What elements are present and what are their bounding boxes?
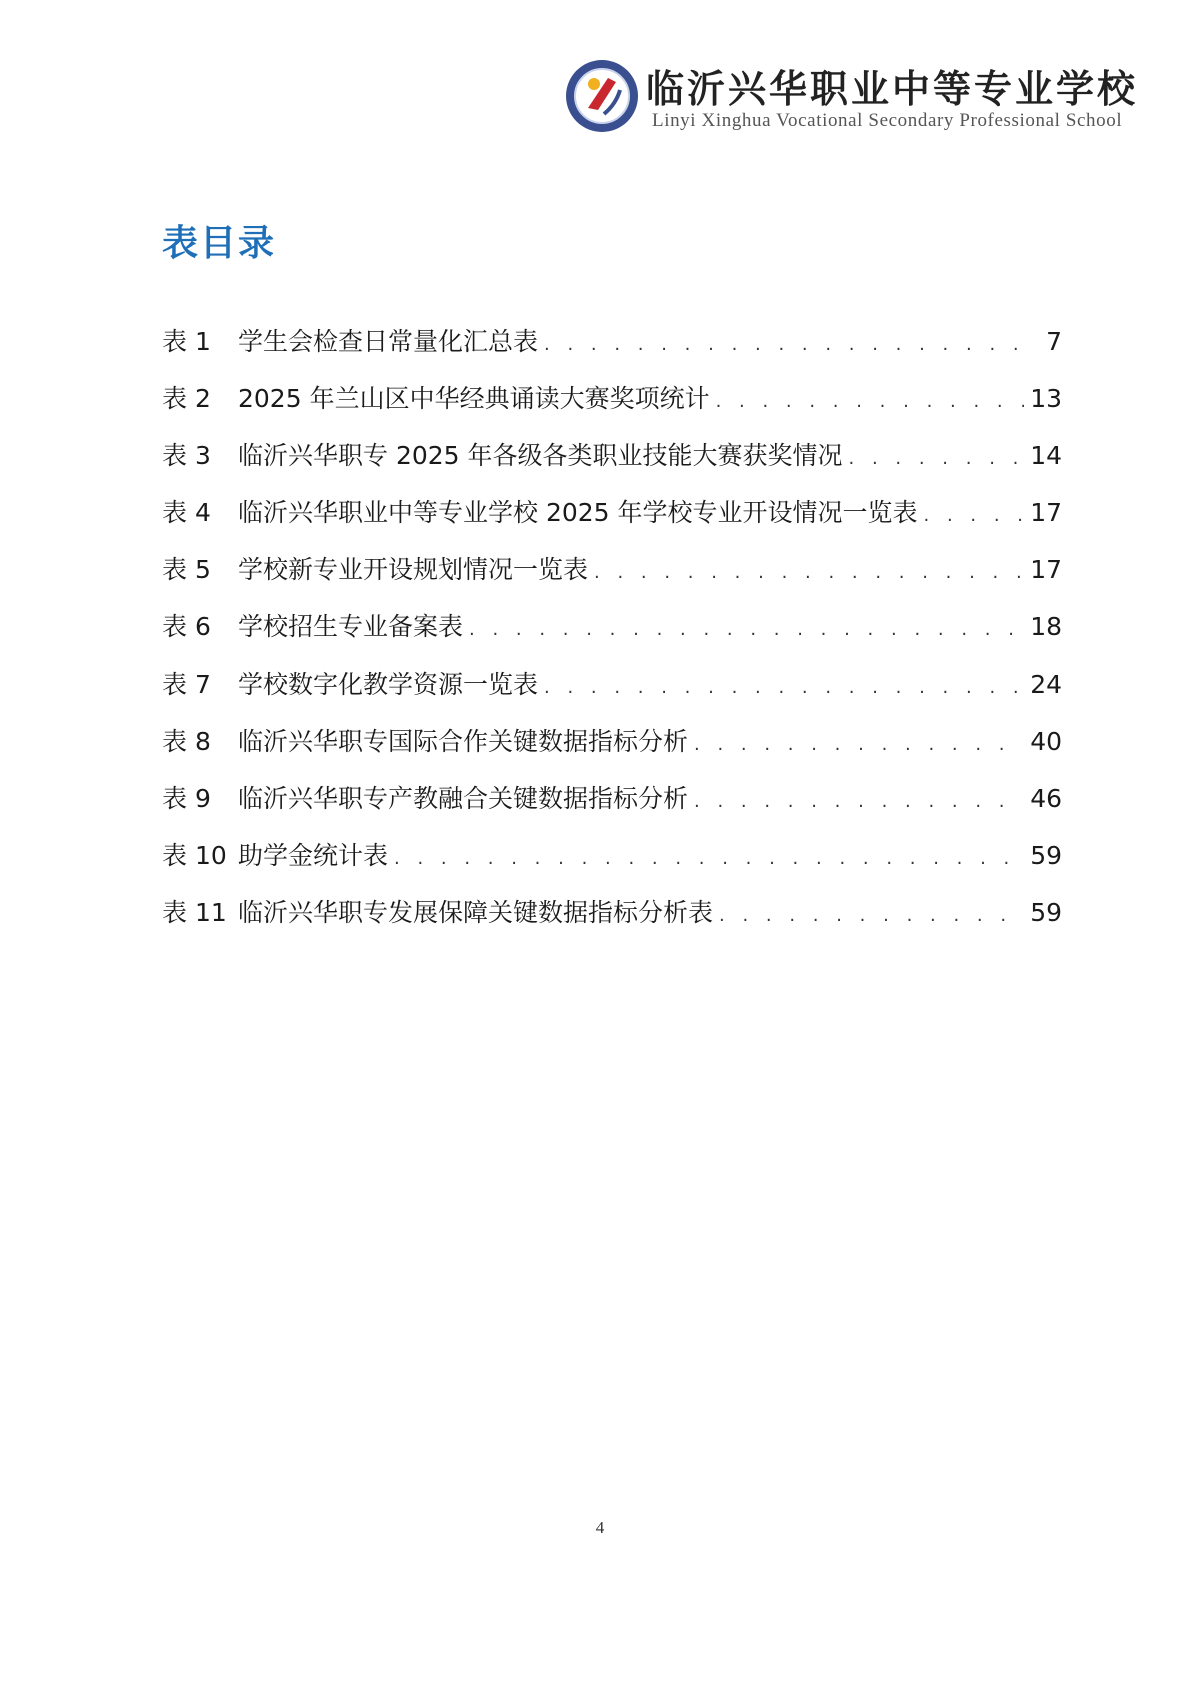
toc-entry-page: 59	[1030, 897, 1062, 927]
toc-leader-dots	[394, 848, 1024, 869]
toc-entry[interactable]	[162, 779, 1062, 836]
toc-entry-page: 13	[1030, 384, 1062, 414]
toc-entry-label: 临沂兴华职专国际合作关键数据指标分析	[238, 726, 689, 756]
toc-entry-label: 学生会检查日常量化汇总表	[238, 327, 539, 356]
toc-entry[interactable]	[162, 379, 1062, 436]
table-of-tables	[162, 322, 1062, 950]
toc-entry[interactable]	[162, 893, 1062, 950]
toc-entry[interactable]	[162, 493, 1062, 550]
toc-entry-label: 学校数字化教学资源一览表	[238, 669, 539, 699]
toc-leader-dots	[694, 734, 1024, 755]
toc-leader-dots	[544, 334, 1026, 355]
toc-entry-page: 7	[1046, 327, 1062, 356]
toc-entry-page: 17	[1030, 498, 1062, 528]
toc-entry-label: 临沂兴华职业中等专业学校 2025 年学校专业开设情况一览表	[238, 498, 918, 528]
toc-entry-number: 表 9	[162, 783, 211, 813]
page-title: 表目录	[162, 223, 277, 264]
toc-entry[interactable]	[162, 722, 1062, 779]
toc-leader-dots	[594, 562, 1024, 583]
toc-entry-number: 表 5	[162, 555, 211, 585]
toc-leader-dots	[849, 448, 1025, 469]
toc-entry-number: 表 6	[162, 612, 211, 642]
toc-entry-page: 24	[1030, 669, 1062, 699]
page-number: 4	[595, 1518, 605, 1537]
page-header	[560, 56, 1160, 142]
toc-leader-dots	[719, 905, 1024, 926]
toc-entry[interactable]	[162, 836, 1062, 893]
toc-entry-page: 59	[1030, 840, 1062, 870]
toc-entry-label: 学校招生专业备案表	[238, 612, 464, 642]
toc-entry-label: 临沂兴华职专产教融合关键数据指标分析	[238, 783, 689, 813]
school-emblem-icon	[564, 58, 640, 134]
toc-entry-page: 18	[1030, 612, 1062, 642]
toc-leader-dots	[694, 791, 1024, 812]
school-name-en: Linyi Xinghua Vocational Secondary Professional School	[652, 110, 1123, 131]
toc-entry-page: 14	[1030, 441, 1062, 471]
toc-entry[interactable]	[162, 322, 1062, 379]
toc-entry-label: 临沂兴华职专发展保障关键数据指标分析表	[238, 897, 714, 927]
toc-entry-number: 表 1	[162, 327, 211, 356]
toc-leader-dots	[544, 677, 1024, 698]
toc-entry[interactable]	[162, 550, 1062, 607]
toc-entry-number: 表 8	[162, 726, 211, 756]
toc-entry-number: 表 2	[162, 384, 211, 414]
toc-leader-dots	[469, 619, 1024, 640]
school-name-cn: 临沂兴华职业中等专业学校	[646, 66, 1139, 111]
toc-entry-number: 表 11	[162, 897, 227, 927]
toc-entry-number: 表 7	[162, 669, 211, 699]
toc-entry-number: 表 4	[162, 498, 211, 528]
toc-entry-page: 46	[1030, 783, 1062, 813]
toc-entry-label: 学校新专业开设规划情况一览表	[238, 555, 589, 585]
toc-entry-label: 2025 年兰山区中华经典诵读大赛奖项统计	[238, 384, 710, 414]
toc-entry-number: 表 10	[162, 840, 227, 870]
toc-entry[interactable]	[162, 607, 1062, 664]
toc-entry-number: 表 3	[162, 441, 211, 471]
toc-entry-page: 40	[1030, 726, 1062, 756]
toc-entry-label: 临沂兴华职专 2025 年各级各类职业技能大赛获奖情况	[238, 441, 843, 471]
toc-entry[interactable]	[162, 665, 1062, 722]
toc-leader-dots	[716, 391, 1025, 412]
toc-entry-page: 17	[1030, 555, 1062, 585]
toc-entry-label: 助学金统计表	[238, 840, 389, 870]
toc-leader-dots	[924, 505, 1025, 526]
toc-entry[interactable]	[162, 436, 1062, 493]
